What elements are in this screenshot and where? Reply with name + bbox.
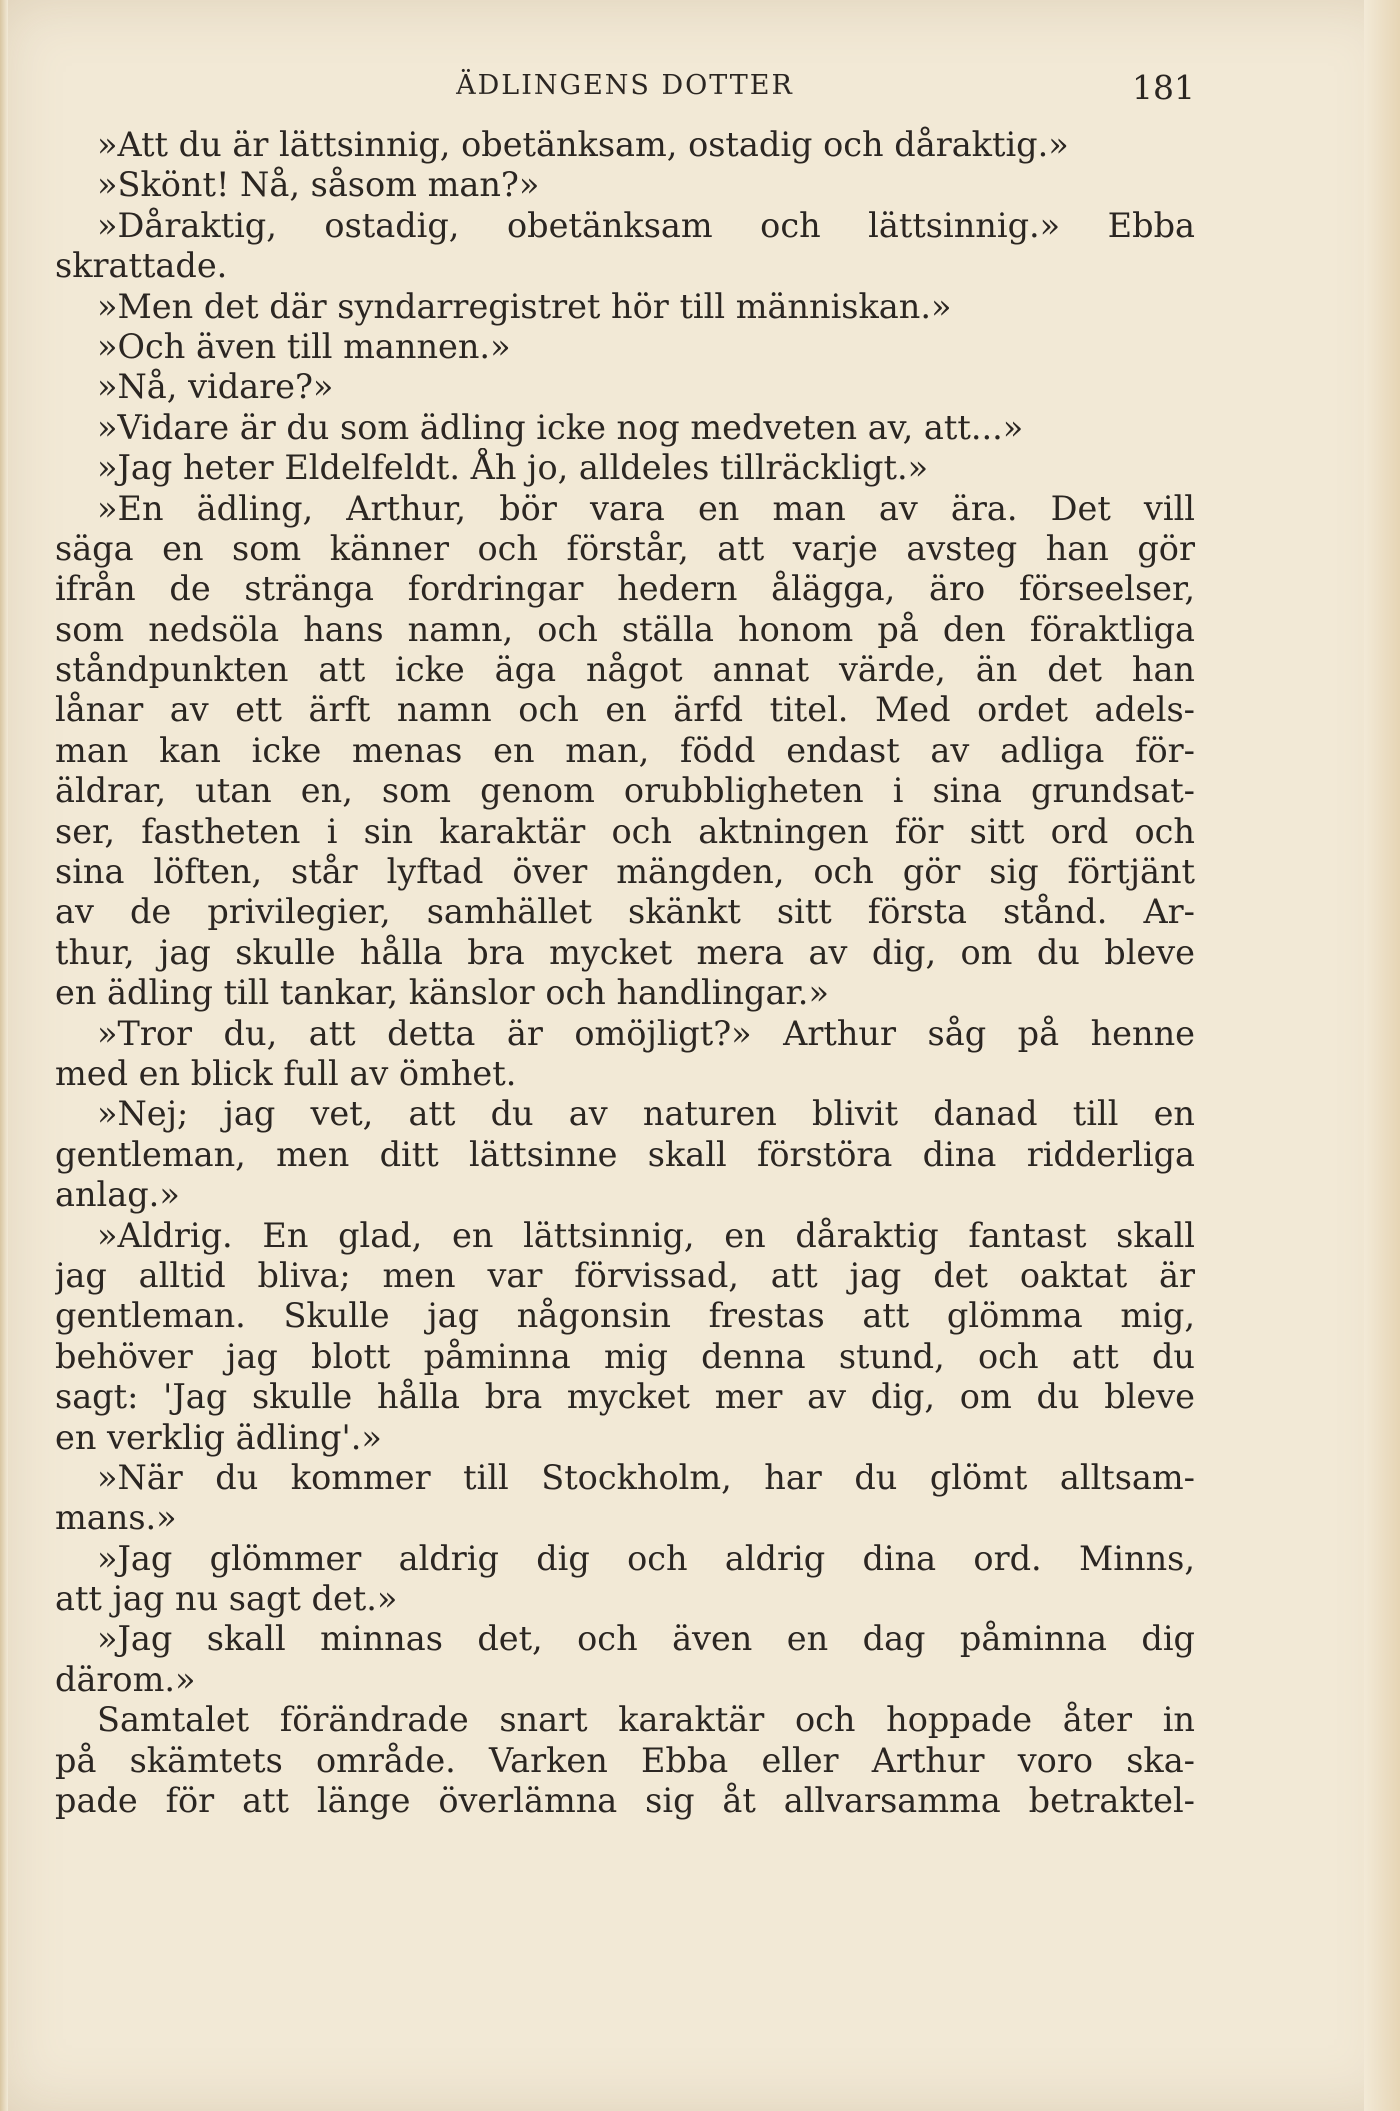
text-line: »Nå, vidare?» xyxy=(97,367,334,407)
text-line: thur, jag skulle hålla bra mycket mera av dig, om du bleve xyxy=(55,932,1195,972)
text-line: lånar av ett ärft namn och en ärfd titel. Med ordet adels- xyxy=(55,690,1195,730)
text-line: att jag nu sagt det.» xyxy=(55,1579,398,1619)
text-line: »Jag glömmer aldrig dig och aldrig dina ord. Minns, xyxy=(97,1538,1195,1578)
text-line: en ädling till tankar, känslor och handlingar.» xyxy=(55,973,829,1013)
text-line: »Dåraktig, ostadig, obetänksam och lättsinnig.» Ebba xyxy=(97,205,1195,245)
text-line: »Jag skall minnas det, och även en dag påminna dig xyxy=(97,1619,1195,1659)
text-line: »En ädling, Arthur, bör vara en man av ära. Det vill xyxy=(97,488,1195,528)
page-header xyxy=(55,70,1195,120)
text-line: »Jag heter Eldelfeldt. Åh jo, alldeles tillräckligt.» xyxy=(97,448,929,488)
text-line: gentleman. Skulle jag någonsin frestas att glömma mig, xyxy=(55,1296,1195,1336)
text-line: »Vidare är du som ädling icke nog medveten av, att...» xyxy=(97,407,1024,447)
text-line: därom.» xyxy=(55,1659,196,1699)
text-line: »Men det där syndarregistret hör till människan.» xyxy=(97,286,952,326)
text-line: sagt: 'Jag skulle hålla bra mycket mer av dig, om du bleve xyxy=(55,1377,1195,1417)
text-line: en verklig ädling'.» xyxy=(55,1417,382,1457)
text-line: ser, fastheten i sin karaktär och aktningen för sitt ord och xyxy=(55,811,1195,851)
text-line: gentleman, men ditt lättsinne skall förstöra dina ridderliga xyxy=(55,1134,1195,1174)
text-line: »Att du är lättsinnig, obetänksam, ostadig och dåraktig.» xyxy=(97,125,1069,164)
text-line: med en blick full av ömhet. xyxy=(55,1053,517,1093)
text-line: behöver jag blott påminna mig denna stund, och att du xyxy=(55,1336,1195,1376)
text-line: »Skönt! Nå, såsom man?» xyxy=(97,165,540,205)
text-line: äldrar, utan en, som genom orubbligheten i sina grundsat- xyxy=(55,771,1195,811)
text-line: säga en som känner och förstår, att varje avsteg han gör xyxy=(55,528,1195,568)
text-line: »Och även till mannen.» xyxy=(97,326,511,366)
text-line: man kan icke menas en man, född endast av adliga för- xyxy=(55,730,1195,770)
text-line: anlag.» xyxy=(55,1175,180,1215)
running-head: ÄDLINGENS DOTTER xyxy=(456,70,794,101)
page-number: 181 xyxy=(1132,68,1195,107)
text-line: mans.» xyxy=(55,1498,177,1538)
page-left-edge xyxy=(0,0,8,2111)
text-line: »Nej; jag vet, att du av naturen blivit danad till en xyxy=(97,1094,1195,1134)
body-text xyxy=(55,125,1195,1821)
text-line: som nedsöla hans namn, och ställa honom på den föraktliga xyxy=(55,609,1195,649)
text-line: »Aldrig. En glad, en lättsinnig, en dåraktig fantast skall xyxy=(97,1215,1195,1255)
page-right-edge xyxy=(1364,0,1400,2111)
text-line: »När du kommer till Stockholm, har du glömt alltsam- xyxy=(97,1457,1195,1497)
text-line: sina löften, står lyftad över mängden, och gör sig förtjänt xyxy=(55,852,1195,892)
text-line: »Tror du, att detta är omöjligt?» Arthur såg på henne xyxy=(97,1013,1195,1053)
text-line: pade för att länge överlämna sig åt allvarsamma betraktel- xyxy=(55,1781,1195,1821)
text-line: på skämtets område. Varken Ebba eller Arthur voro ska- xyxy=(55,1740,1195,1780)
text-line: av de privilegier, samhället skänkt sitt första stånd. Ar- xyxy=(55,892,1195,932)
text-line: ståndpunkten att icke äga något annat värde, än det han xyxy=(55,650,1195,690)
text-line: skrattade. xyxy=(55,246,228,286)
text-line: ifrån de stränga fordringar hedern ålägga, äro förseelser, xyxy=(55,569,1195,609)
text-line: Samtalet förändrade snart karaktär och hoppade åter in xyxy=(97,1700,1195,1740)
text-line: jag alltid bliva; men var förvissad, att jag det oaktat är xyxy=(55,1255,1195,1295)
